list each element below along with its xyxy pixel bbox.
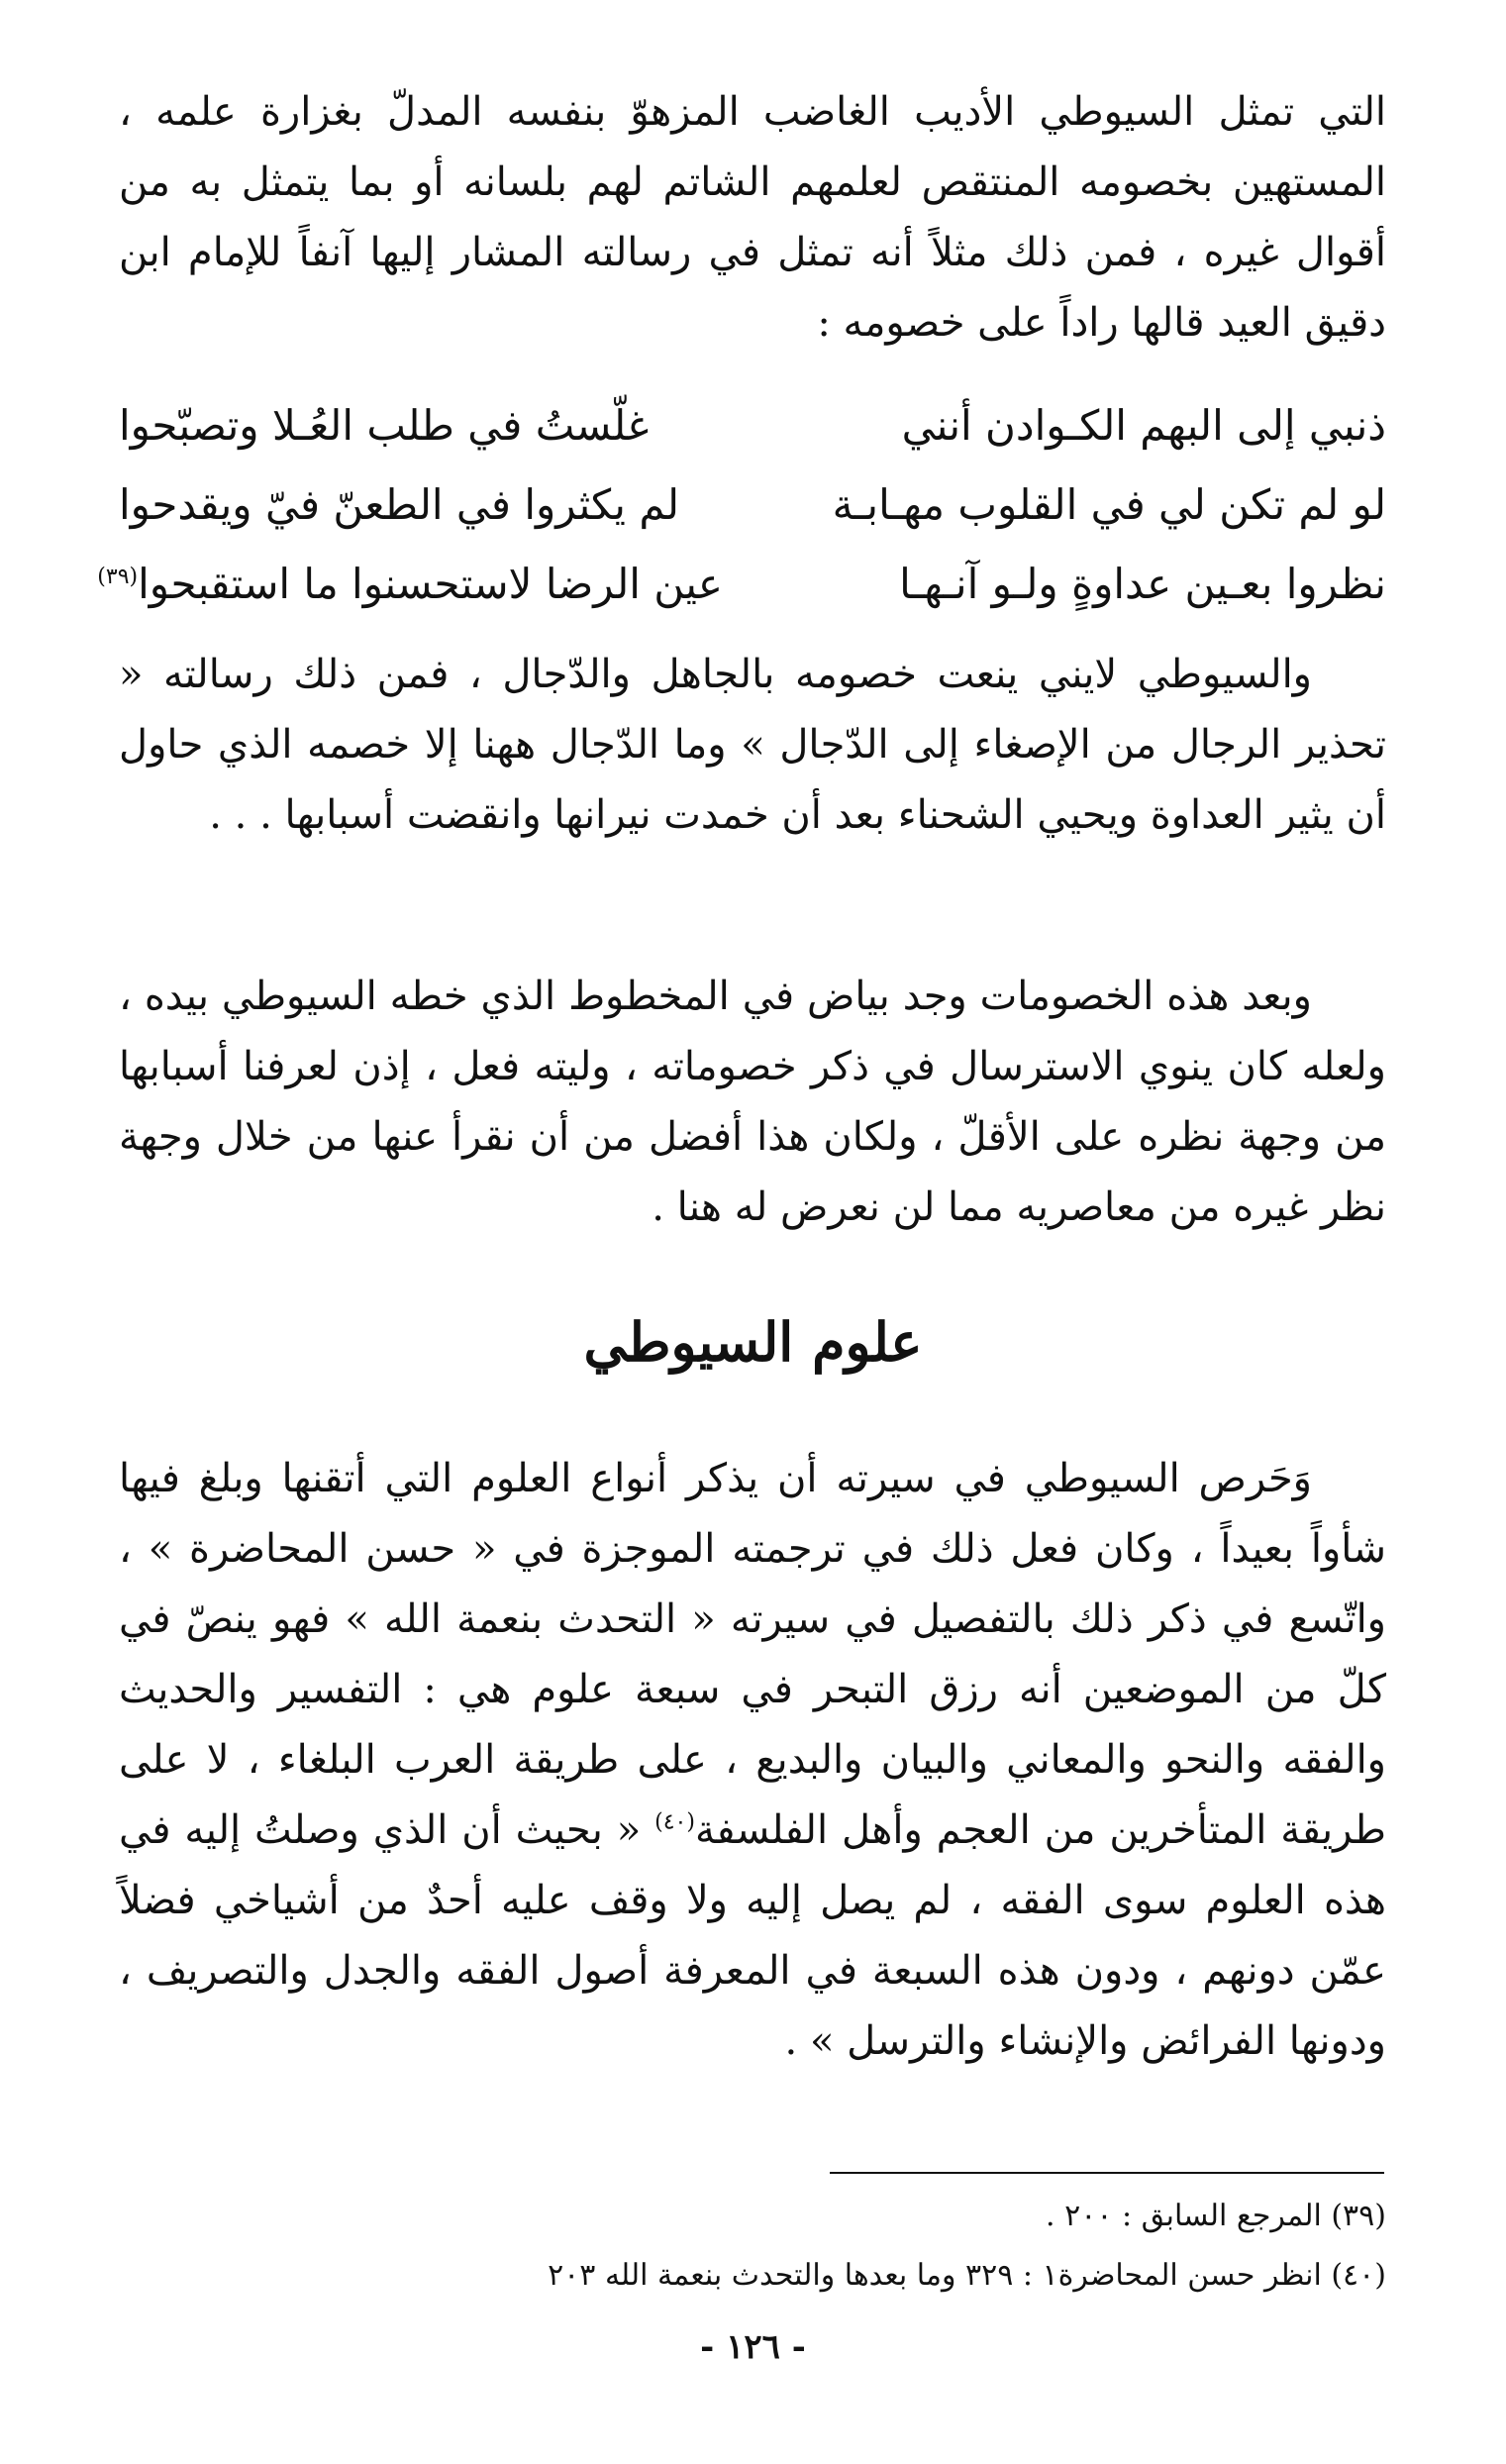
page-number: - ١٢٦ -: [700, 2327, 806, 2367]
footnote-39: (٣٩) المرجع السابق : ٢٠٠ .: [1046, 2199, 1386, 2233]
verse-first-hemistich: لو لم تكن لي في القلوب مهـابـة: [832, 480, 1386, 529]
paragraph-opponents: والسيوطي لايني ينعت خصومه بالجاهل والدّجال ، فمن ذلك رسالته « تحذير الرجال من الإصغاء إلى الدّجال » وما الدّجال ههنا إلا خصمه الذي حاول أن يثير العداوة ويحيي الشحناء بعد أن خمدت نيرانها وانقضت أسبابها . . .: [119, 652, 1386, 838]
paragraph-text-part-b: « بحيث أن الذي وصلتُ إليه في هذه العلوم سوى الفقه ، لم يصل إليه ولا وقف عليه أحدٌ من أشياخي فضلاً عمّن دونهم ، ودون هذه السبعة في المعرفة أصول الفقه والجدل والتصريف ، ودونها الفرائض والإنشاء والترسل » .: [119, 1807, 1386, 2064]
footnote-ref-40: (٤٠): [654, 1809, 695, 1835]
verse-second-hemistich: لم يكثروا في الطعنّ فيّ ويقدحوا: [119, 480, 680, 529]
footnotes: [119, 2187, 1386, 2306]
verse-second-hemistich-with-ref: [97, 545, 723, 624]
verse-first-hemistich: ذنبي إلى البهم الكـوادن أنني: [901, 401, 1386, 450]
section-heading: علوم السيوطي: [583, 1310, 923, 1374]
footnote-divider: [830, 2172, 1384, 2174]
paragraph-sciences: [119, 1444, 1386, 2077]
poem-verses: [97, 386, 1386, 624]
poem-verse: [119, 386, 1386, 465]
verse-text: عين الرضا لاستحسنوا ما استقبحوا: [138, 560, 723, 608]
paragraph-intro: التي تمثل السيوطي الأديب الغاضب المزهوّ بنفسه المدلّ بغزارة علمه ، المستهين بخصومه المنتقص لعلمهم الشاتم لهم بلسانه أو بما يتمثل به من أقوال غيره ، فمن ذلك مثلاً أنه تمثل في رسالته المشار إليها آنفاً للإمام ابن دقيق العيد قالها راداً على خصومه :: [119, 89, 1386, 346]
footnote-40: (٤٠) انظر حسن المحاضرة١ : ٣٢٩ وما بعدها والتحدث بنعمة الله ٢٠٣: [548, 2258, 1386, 2293]
verse-first-hemistich: نظروا بعـين عداوةٍ ولـو آنـهـا: [899, 560, 1386, 608]
verse-second-hemistich: غلّستُ في طلب العُـلا وتصبّحوا: [119, 401, 650, 450]
poem-verse: [97, 545, 1386, 624]
paragraph-text-part-a: وَحَرص السيوطي في سيرته أن يذكر أنواع العلوم التي أتقنها وبلغ فيها شأواً بعيداً ، وكان فعل ذلك في ترجمته الموجزة في « حسن المحاضرة » ، واتّسع في ذكر ذلك بالتفصيل في سيرته « التحدث بنعمة الله » فهو ينصّ في كلّ من الموضعين أنه رزق التبحر في سبعة علوم هي : التفسير والحديث والفقه والنحو والمعاني والبيان والبديع ، على طريقة العرب البلغاء ، لا على طريقة المتأخرين من العجم وأهل الفلسفة: [119, 1456, 1386, 1853]
paragraph-manuscript: وبعد هذه الخصومات وجد بياض في المخطوط الذي خطه السيوطي بيده ، ولعله كان ينوي الاسترسال في ذكر خصوماته ، وليته فعل ، إذن لعرفنا أسبابها من وجهة نظره على الأقلّ ، ولكان هذا أفضل من أن نقرأ عنها من خلال وجهة نظر غيره من معاصريه مما لن نعرض له هنا .: [119, 974, 1386, 1230]
poem-verse: [119, 465, 1386, 545]
footnote-ref-39: (٣٩): [97, 565, 139, 589]
